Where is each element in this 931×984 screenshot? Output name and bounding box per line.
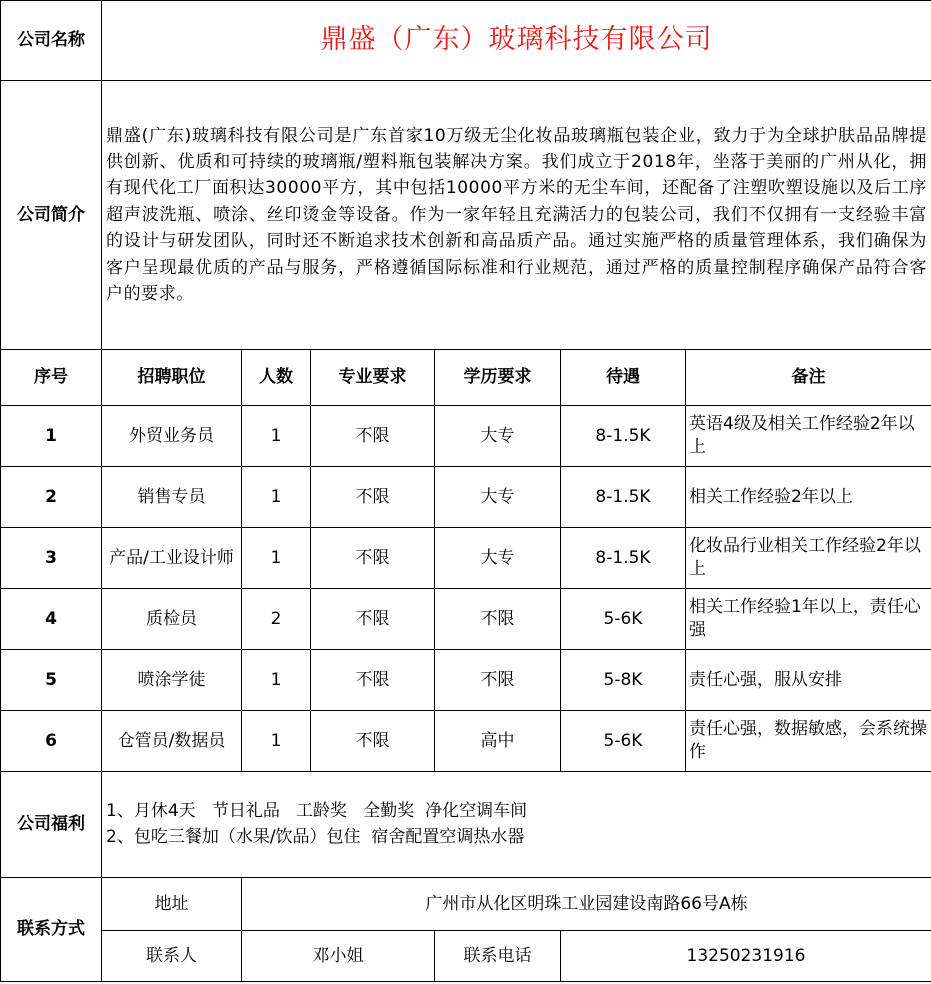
job-education: 大专 [435,467,561,528]
header-salary: 待遇 [561,350,686,406]
job-row [1,650,931,711]
job-salary: 5-6K [561,711,686,772]
contact-person-label: 联系人 [102,931,242,982]
job-education: 大专 [435,406,561,467]
job-major: 不限 [311,406,435,467]
job-note: 责任心强，数据敏感，会系统操作 [686,711,931,772]
job-major: 不限 [311,528,435,589]
job-count: 2 [242,589,311,650]
job-position: 产品/工业设计师 [102,528,242,589]
job-major: 不限 [311,650,435,711]
company-intro-row [1,81,931,350]
address-value: 广州市从化区明珠工业园建设南路66号A栋 [242,878,931,931]
job-education: 高中 [435,711,561,772]
job-note: 责任心强，服从安排 [686,650,931,711]
company-name: 鼎盛（广东）玻璃科技有限公司 [102,1,931,81]
job-note: 英语4级及相关工作经验2年以上 [686,406,931,467]
job-no: 2 [1,467,102,528]
job-no: 4 [1,589,102,650]
job-salary: 8-1.5K [561,406,686,467]
address-label: 地址 [102,878,242,931]
header-education: 学历要求 [435,350,561,406]
benefits-label: 公司福利 [1,772,102,878]
job-row [1,589,931,650]
benefits-row [1,772,931,878]
job-note: 相关工作经验2年以上 [686,467,931,528]
job-position: 质检员 [102,589,242,650]
header-no: 序号 [1,350,102,406]
job-major: 不限 [311,467,435,528]
job-no: 3 [1,528,102,589]
contact-address-row [1,878,931,931]
job-major: 不限 [311,711,435,772]
job-row [1,467,931,528]
contact-phone-value: 13250231916 [561,931,931,982]
contact-person-row [1,931,931,982]
job-position: 仓管员/数据员 [102,711,242,772]
benefit-line-1: 1、月休4天 节日礼品 工龄奖 全勤奖 净化空调车间 [106,801,528,821]
contact-phone-label: 联系电话 [435,931,561,982]
job-count: 1 [242,650,311,711]
job-no: 1 [1,406,102,467]
benefits-text [102,772,931,878]
job-note: 化妆品行业相关工作经验2年以上 [686,528,931,589]
header-count: 人数 [242,350,311,406]
header-major: 专业要求 [311,350,435,406]
job-row [1,711,931,772]
job-count: 1 [242,406,311,467]
job-education: 不限 [435,589,561,650]
header-position: 招聘职位 [102,350,242,406]
job-education: 不限 [435,650,561,711]
job-count: 1 [242,711,311,772]
company-intro-text: 鼎盛(广东)玻璃科技有限公司是广东首家10万级无尘化妆品玻璃瓶包装企业，致力于为全球护肤品品牌提供创新、优质和可持续的玻璃瓶/塑料瓶包装解决方案。我们成立于2018年，坐落于美丽的广州从化，拥有现代化工厂面积达30000平方，其中包括10000平方米的无尘车间，还配备了注塑吹塑设施以及后工序超声波洗瓶、喷涂、丝印烫金等设备。作为一家年轻且充满活力的包装公司，我们不仅拥有一支经验丰富的设计与研发团队，同时还不断追求技术创新和高品质产品。通过实施严格的质量管理体系，我们确保为客户呈现最优质的产品与服务，严格遵循国际标准和行业规范，通过严格的质量控制程序确保产品符合客户的要求。 [102,81,931,350]
job-major: 不限 [311,589,435,650]
benefit-line-2: 2、包吃三餐加（水果/饮品）包住 宿舍配置空调热水器 [106,826,525,847]
job-salary: 8-1.5K [561,528,686,589]
job-note: 相关工作经验1年以上，责任心强 [686,589,931,650]
contact-person-value: 邓小姐 [242,931,435,982]
job-position: 喷涂学徒 [102,650,242,711]
job-count: 1 [242,528,311,589]
header-note: 备注 [686,350,931,406]
company-name-row [1,1,931,81]
job-position: 销售专员 [102,467,242,528]
contact-label: 联系方式 [1,878,102,982]
company-intro-label: 公司简介 [1,81,102,350]
job-count: 1 [242,467,311,528]
job-position: 外贸业务员 [102,406,242,467]
job-salary: 5-6K [561,589,686,650]
job-no: 6 [1,711,102,772]
job-education: 大专 [435,528,561,589]
job-row [1,406,931,467]
job-row [1,528,931,589]
job-salary: 5-8K [561,650,686,711]
jobs-header-row [1,350,931,406]
job-salary: 8-1.5K [561,467,686,528]
company-name-label: 公司名称 [1,1,102,81]
job-no: 5 [1,650,102,711]
